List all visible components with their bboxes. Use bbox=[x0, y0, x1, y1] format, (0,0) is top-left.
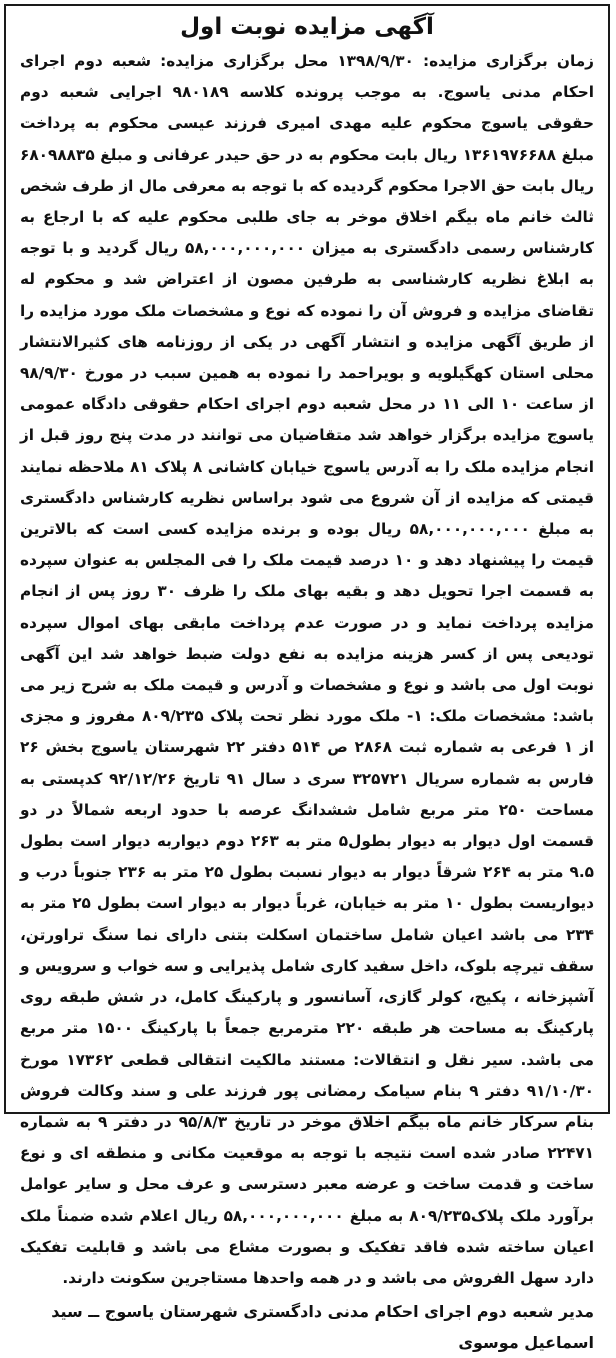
notice-signature: مدیر شعبه دوم اجرای احکام مدنی دادگستری شهرستان یاسوج ــ سید اسماعیل موسوی bbox=[51, 1302, 594, 1353]
notice-title: آگهی مزایده نوبت اول bbox=[180, 14, 434, 40]
notice-body: زمان برگزاری مزایده: ۱۳۹۸/۹/۳۰ محل برگزاری مزایده: شعبه دوم اجرای احکام مدنی یاسوج. به موجب پرونده کلاسه ۹۸۰۱۸۹ اجرایی شعبه دوم حقوقی یاسوج محکوم علیه مهدی امیری فرزند عیسی محکوم به پرداخت مبلغ ۱۳۶۱۹۷۶۶۸۸ ریال بابت محکوم به در حق حیدر عرفانی و مبلغ ۶۸۰۹۸۸۳۵ ریال بابت حق الاجرا محکوم گردیده که با توجه به معرفی مال از طرف شخص ثالث خانم ماه بیگم اخلاق موخر به جای طلبی محکوم علیه که با ارجاع به کارشناس رسمی دادگستری به میزان ۵۸,۰۰۰,۰۰۰,۰۰۰ ریال گردید و با توجه به ابلاغ نظریه کارشناسی به طرفین مصون از اعتراض شد و محکوم له تقاضای مزایده و فروش آن را نموده که نوع و مشخصات ملک مورد مزایده را از طریق آگهی مزایده و انتشار آگهی در یکی از روزنامه های کثیرالانتشار محلی استان کهگیلویه و بویراحمد را نموده به همین سبب در مورخ ۹۸/۹/۳۰ از ساعت ۱۰ الی ۱۱ در محل شعبه دوم اجرای احکام حقوقی دادگاه عمومی یاسوج مزایده برگزار خواهد شد متقاضیان می توانند در مدت پنج روز قبل از انجام مزایده ملک را به آدرس یاسوج خیابان کاشانی ۸ پلاک ۸۱ ملاحظه نمایند قیمتی که مزایده از آن شروع می شود براساس نظریه کارشناس دادگستری به مبلغ ۵۸,۰۰۰,۰۰۰,۰۰۰ ریال بوده و برنده مزایده کسی است که بالاترین قیمت را پیشنهاد دهد و ۱۰ درصد قیمت ملک را فی المجلس به عنوان سپرده به قسمت اجرا تحویل دهد و بقیه بهای ملک را ظرف ۳۰ روز پس از انجام مزایده پرداخت نماید و در صورت عدم پرداخت مابقی بهای اموال سپرده تودیعی پس از کسر هزینه مزایده به نفع دولت ضبط خواهد شد این آگهی نوبت اول می باشد و نوع و مشخصات و آدرس و قیمت ملک به شرح زیر می باشد: مشخصات ملک: ۱- ملک مورد نظر تحت پلاک ۸۰۹/۲۳۵ مفروز و مجزی از ۱ فرعی به شماره ثبت ۲۸۶۸ ص ۵۱۴ دفتر ۲۲ شهرستان یاسوج بخش ۲۶ فارس به شماره سریال ۳۲۵۷۲۱ سری د سال ۹۱ تاریخ ۹۲/۱۲/۲۶ کدپستی به مساحت ۲۵۰ متر مربع شامل ششدانگ عرصه با حدود اربعه شمالاً در دو قسمت اول دیوار به دیوار بطول۵ متر به ۲۶۳ دوم دیواربه دیوار است بطول ۹.۵ متر به ۲۶۴ شرقاً دیوار به دیوار نسبت بطول ۲۵ متر به ۲۳۶ جنوباً درب و دیواریست بطول ۱۰ متر به خیابان، غرباً دیوار به دیوار است بطول ۲۵ متر به ۲۳۴ می باشد اعیان شامل ساختمان اسکلت بتنی دارای نما سنگ تراورتن، سقف تیرچه بلوک، داخل سفید کاری شامل پذیرایی و سه خواب و سرویس و آشپزخانه ، پکیج، کولر گازی، آسانسور و پارکینگ کامل، در شش طبقه روی پارکینگ به مساحت هر طبقه ۲۲۰ مترمربع جمعاً با پارکینگ ۱۵۰۰ متر مربع می باشد. سیر نقل و انتقالات: مستند مالکیت انتقالی قطعی ۱۷۳۶۲ مورخ ۹۱/۱۰/۳۰ دفتر ۹ بنام سیامک رمضانی پور فرزند علی و سند وکالت فروش بنام سرکار خانم ماه بیگم اخلاق موخر در تاریخ ۹۵/۸/۳ در دفتر ۹ به شماره ۲۲۴۷۱ صادر شده است نتیجه با توجه به موقعیت مکانی و منطقه ای و نوع ساخت و قدمت ساخت و عرضه معبر دسترسی و عرف محل و سایر عوامل برآورد ملک پلاک۸۰۹/۲۳۵ به مبلغ ۵۸,۰۰۰,۰۰۰,۰۰۰ ریال اعلام شده ضمناً ملک اعیان ساخته شده فاقد تفکیک و بصورت مشاع می باشد و قابلیت تفکیک دارد سهل الفروش می باشد و در همه واحدها مستاجرین سکونت دارند. bbox=[20, 52, 595, 1287]
auction-notice bbox=[4, 4, 610, 1353]
